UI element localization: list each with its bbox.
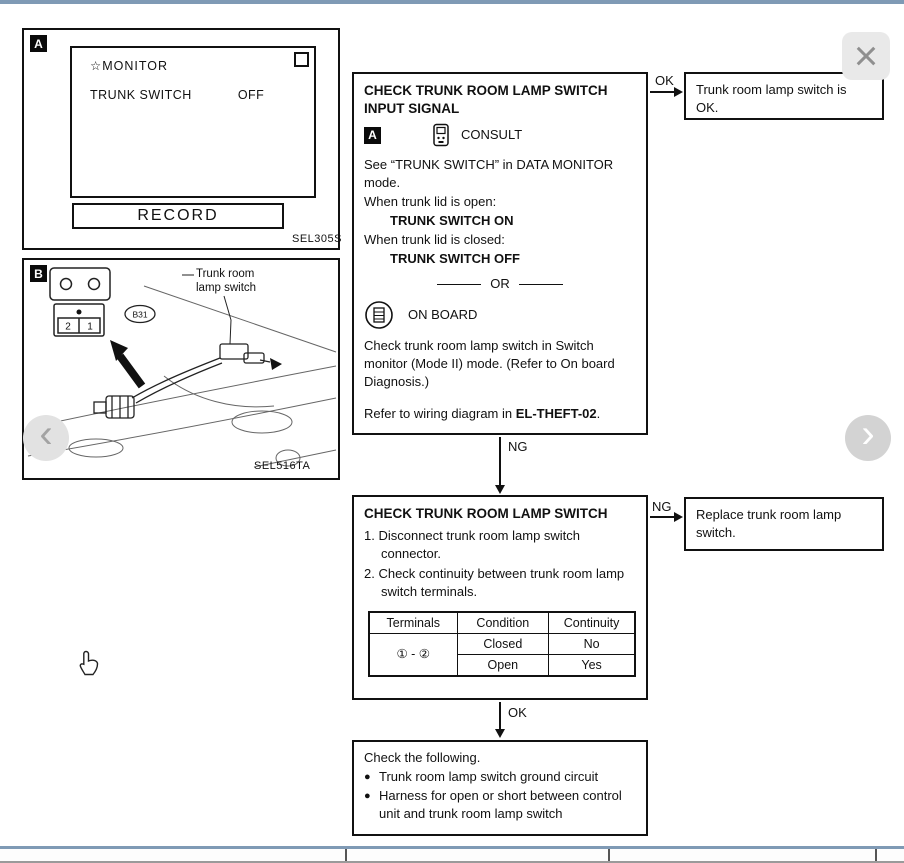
condition-cell: Open: [457, 654, 549, 676]
flow-step-check-following: [352, 740, 648, 836]
col-condition: Condition: [457, 612, 549, 634]
on-board-icon: [364, 300, 394, 330]
table-header-row: [369, 612, 635, 634]
chevron-right-icon: ›: [861, 412, 875, 456]
bullet-text: Harness for open or short between control unit and trunk room lamp switch: [379, 788, 622, 821]
refer-prefix: Refer to wiring diagram in: [364, 406, 516, 421]
consult-label: CONSULT: [461, 127, 523, 142]
edge-label-ng: NG: [508, 439, 528, 454]
consult-row: [364, 121, 636, 149]
col-continuity: Continuity: [549, 612, 635, 634]
divider-line: [437, 284, 481, 285]
step2-title: CHECK TRUNK ROOM LAMP SWITCH: [364, 506, 608, 521]
connector-line: [499, 702, 501, 730]
wiring-diagram-reference: [364, 405, 636, 423]
panel-b-marker: B: [30, 265, 47, 282]
terminal-2-label: 2: [65, 321, 71, 333]
onboard-row: [364, 300, 636, 330]
step1-marker: A: [364, 127, 381, 144]
step1-title: CHECK TRUNK ROOM LAMP SWITCH INPUT SIGNAL: [364, 83, 608, 116]
or-label: OR: [490, 276, 510, 291]
refer-code: EL-THEFT-02: [515, 406, 597, 421]
close-button[interactable]: [842, 32, 890, 80]
figure-code: SEL516TA: [254, 460, 311, 472]
edge-label-ok: OK: [508, 705, 527, 720]
trunk-switch-off-value: TRUNK SWITCH OFF: [390, 251, 520, 266]
trunk-switch-row: [90, 88, 264, 102]
prev-page-button[interactable]: [23, 412, 69, 461]
arrowhead-right-icon: [674, 512, 683, 522]
monitor-title-text: MONITOR: [102, 59, 169, 73]
panel-b-trunk-illustration: [22, 258, 340, 480]
step2-item-1: 1. Disconnect trunk room lamp switch connector.: [364, 527, 581, 561]
bullet-icon: ●: [364, 790, 371, 802]
connector-line: [499, 437, 501, 487]
or-divider: [364, 275, 636, 293]
arrow-up-icon: [110, 340, 142, 386]
terminals-cell: ① - ②: [369, 633, 457, 676]
arrowhead-right-icon: [674, 87, 683, 97]
edge-label-ok: OK: [655, 73, 674, 88]
onboard-label: ON BOARD: [408, 307, 478, 322]
result-replace-switch: Replace trunk room lamp switch.: [684, 497, 884, 551]
trunk-switch-callout: Trunk room lamp switch: [196, 268, 257, 294]
col-terminals: Terminals: [369, 612, 457, 634]
connector-id-text: B31: [132, 309, 148, 320]
bullet-item: [364, 787, 636, 823]
panel-a-marker: A: [30, 35, 47, 52]
continuity-cell: No: [549, 633, 635, 654]
arrowhead-down-icon: [495, 729, 505, 738]
arrowhead-down-icon: [495, 485, 505, 494]
flow-step-check-input-signal: [352, 72, 648, 435]
consult-device-icon: [433, 123, 449, 147]
record-button-drawing: RECORD: [72, 203, 284, 229]
bullet-text: Trunk room lamp switch ground circuit: [379, 769, 599, 784]
close-icon: ×: [853, 32, 879, 79]
next-page-button[interactable]: [845, 412, 891, 461]
bullet-icon: ●: [364, 771, 371, 783]
connector-pin-view: [50, 268, 110, 336]
continuity-table: [368, 611, 636, 677]
star-icon: ☆: [90, 59, 103, 73]
table-divider: [875, 849, 877, 861]
step3-title: Check the following.: [364, 750, 481, 765]
bullet-item: [364, 768, 636, 786]
chevron-left-icon: ‹: [39, 412, 53, 456]
condition-cell: Closed: [457, 633, 549, 654]
continuity-cell: Yes: [549, 654, 635, 676]
edge-label-ng: NG: [652, 499, 672, 514]
connector-id-badge: [125, 306, 155, 323]
result-switch-ok: Trunk room lamp switch is OK.: [684, 72, 884, 120]
bottom-table-edge: [0, 846, 904, 863]
checkbox-icon: [294, 52, 309, 67]
table-divider: [345, 849, 347, 861]
harness-cable: [94, 358, 222, 418]
trunk-diagram: [24, 260, 338, 478]
onboard-instruction-text: Check trunk room lamp switch in Switch monitor (Mode II) mode. (Refer to On board Diagnosis.): [364, 338, 615, 389]
figure-code: SEL305S: [292, 233, 342, 245]
table-row: [369, 633, 635, 654]
monitor-title: [90, 58, 168, 73]
flow-step-check-switch: [352, 495, 648, 700]
hand-cursor-icon: [78, 650, 100, 681]
trunk-switch-on-value: TRUNK SWITCH ON: [390, 213, 514, 228]
refer-suffix: .: [596, 406, 601, 421]
connector-line: [650, 516, 676, 518]
lid-closed-label: When trunk lid is closed:: [364, 232, 505, 247]
lamp-switch-drawing: [220, 344, 282, 370]
consult-monitor-screen: [70, 46, 316, 198]
divider-line: [519, 284, 563, 285]
trunk-switch-value: OFF: [237, 88, 265, 102]
lid-open-label: When trunk lid is open:: [364, 194, 497, 209]
window-top-edge: [0, 0, 904, 4]
connector-line: [650, 91, 676, 93]
terminal-1-label: 1: [87, 321, 93, 333]
panel-a-consult-screen: [22, 28, 340, 250]
see-data-monitor-text: See “TRUNK SWITCH” in DATA MONITOR mode.: [364, 157, 614, 190]
step2-item-2: 2. Check continuity between trunk room lamp switch terminals.: [364, 565, 625, 599]
trunk-switch-label: TRUNK SWITCH: [90, 88, 192, 102]
trunk-floor-lines: [28, 286, 336, 467]
table-divider: [608, 849, 610, 861]
